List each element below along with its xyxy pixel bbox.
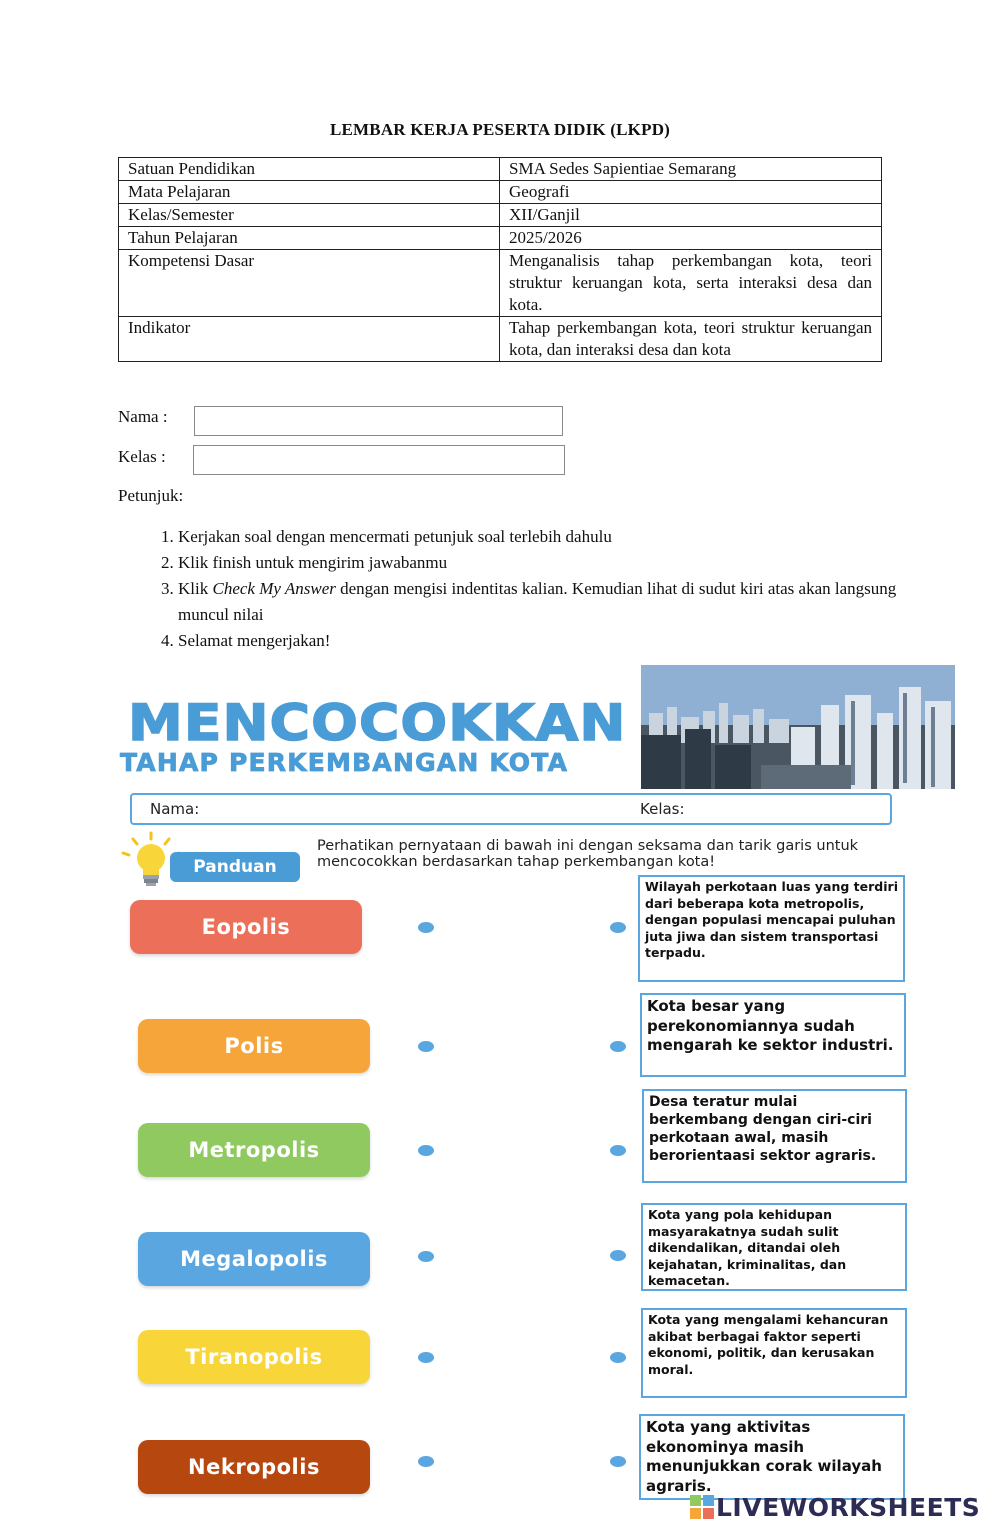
description-box: Kota yang pola kehidupan masyarakatnya sudah sulit dikendalikan, ditandai oleh kejahatan, kriminalitas, dan kemacetan.	[641, 1203, 907, 1291]
document-title: LEMBAR KERJA PESERTA DIDIK (LKPD)	[329, 120, 671, 139]
list-item	[178, 550, 898, 576]
table-row	[119, 158, 882, 181]
info-label: Mata Pelajaran	[119, 181, 500, 204]
list-item	[178, 576, 898, 628]
right-connector-dot[interactable]	[610, 1352, 626, 1363]
right-connector-dot[interactable]	[610, 1041, 626, 1052]
worksheet-title: MENCOCOKKAN	[128, 694, 627, 752]
nama-input[interactable]	[194, 406, 563, 436]
info-value: Tahap perkembangan kota, teori struktur keruangan kota, dan interaksi desa dan kota	[500, 317, 882, 362]
info-label: Tahun Pelajaran	[119, 227, 500, 250]
left-connector-dot[interactable]	[418, 1251, 434, 1262]
term-polis: Polis	[138, 1019, 370, 1073]
worksheet-kelas-label: Kelas:	[640, 800, 685, 818]
table-row	[119, 317, 882, 362]
table-row	[119, 204, 882, 227]
right-connector-dot[interactable]	[610, 1456, 626, 1467]
petunjuk-heading: Petunjuk:	[118, 486, 184, 505]
kelas-label: Kelas :	[118, 447, 166, 466]
term-eopolis: Eopolis	[130, 900, 362, 954]
term-megalopolis: Megalopolis	[138, 1232, 370, 1286]
left-connector-dot[interactable]	[418, 1145, 434, 1156]
city-skyline-image	[641, 665, 955, 789]
liveworksheets-watermark	[690, 1493, 990, 1527]
step-text: Selamat mengerjakan!	[178, 631, 331, 650]
table-row	[119, 181, 882, 204]
step-emphasis: Check My Answer	[212, 579, 336, 598]
watermark-text: LIVEWORKSHEETS	[716, 1493, 981, 1522]
step-text: Kerjakan soal dengan mencermati petunjuk soal terlebih dahulu	[178, 527, 612, 546]
left-connector-dot[interactable]	[418, 1456, 434, 1467]
right-connector-dot[interactable]	[610, 922, 626, 933]
info-label: Kelas/Semester	[119, 204, 500, 227]
panduan-badge: Panduan	[170, 852, 300, 882]
nama-label: Nama :	[118, 407, 168, 426]
step-text: dengan mengisi indentitas kalian. Kemudian lihat di sudut kiri atas akan langsung muncul nilai	[178, 579, 897, 624]
term-tiranopolis: Tiranopolis	[138, 1330, 370, 1384]
description-box: Kota besar yang perekonomiannya sudah mengarah ke sektor industri.	[640, 993, 906, 1077]
description-box: Wilayah perkotaan luas yang terdiri dari beberapa kota metropolis, dengan populasi mencapai puluhan juta jiwa dan sistem transportasi terpadu.	[638, 875, 905, 982]
info-label: Kompetensi Dasar	[119, 250, 500, 317]
left-connector-dot[interactable]	[418, 1041, 434, 1052]
step-text: Klik finish untuk mengirim jawabanmu	[178, 553, 448, 572]
worksheet-name-bar	[130, 793, 892, 825]
list-item	[178, 524, 898, 550]
instruction-list	[148, 524, 898, 654]
description-box: Kota yang mengalami kehancuran akibat berbagai faktor seperti ekonomi, politik, dan kerusakan moral.	[641, 1308, 907, 1398]
term-metropolis: Metropolis	[138, 1123, 370, 1177]
list-item	[178, 628, 898, 654]
info-value: 2025/2026	[500, 227, 882, 250]
liveworksheets-logo-icon	[690, 1495, 714, 1519]
info-value: XII/Ganjil	[500, 204, 882, 227]
kelas-input[interactable]	[193, 445, 565, 475]
right-connector-dot[interactable]	[610, 1145, 626, 1156]
info-value: Geografi	[500, 181, 882, 204]
worksheet-subtitle: TAHAP PERKEMBANGAN KOTA	[120, 748, 569, 777]
worksheet-nama-label: Nama:	[150, 800, 200, 818]
left-connector-dot[interactable]	[418, 1352, 434, 1363]
info-value: SMA Sedes Sapientiae Semarang	[500, 158, 882, 181]
info-value: Menganalisis tahap perkembangan kota, teori struktur keruangan kota, serta interaksi desa dan kota.	[500, 250, 882, 317]
worksheet-instruction: Perhatikan pernyataan di bawah ini dengan seksama dan tarik garis untuk mencocokkan berdasarkan tahap perkembangan kota!	[317, 838, 859, 870]
info-table	[118, 157, 882, 362]
info-label: Satuan Pendidikan	[119, 158, 500, 181]
left-connector-dot[interactable]	[418, 922, 434, 933]
table-row	[119, 227, 882, 250]
term-nekropolis: Nekropolis	[138, 1440, 370, 1494]
description-box: Kota yang aktivitas ekonominya masih menunjukkan corak wilayah agraris.	[639, 1414, 905, 1500]
table-row	[119, 250, 882, 317]
right-connector-dot[interactable]	[610, 1250, 626, 1261]
step-text: Klik	[178, 579, 213, 598]
info-label: Indikator	[119, 317, 500, 362]
description-box: Desa teratur mulai berkembang dengan ciri-ciri perkotaan awal, masih berorientaasi sektor agraris.	[642, 1089, 907, 1183]
